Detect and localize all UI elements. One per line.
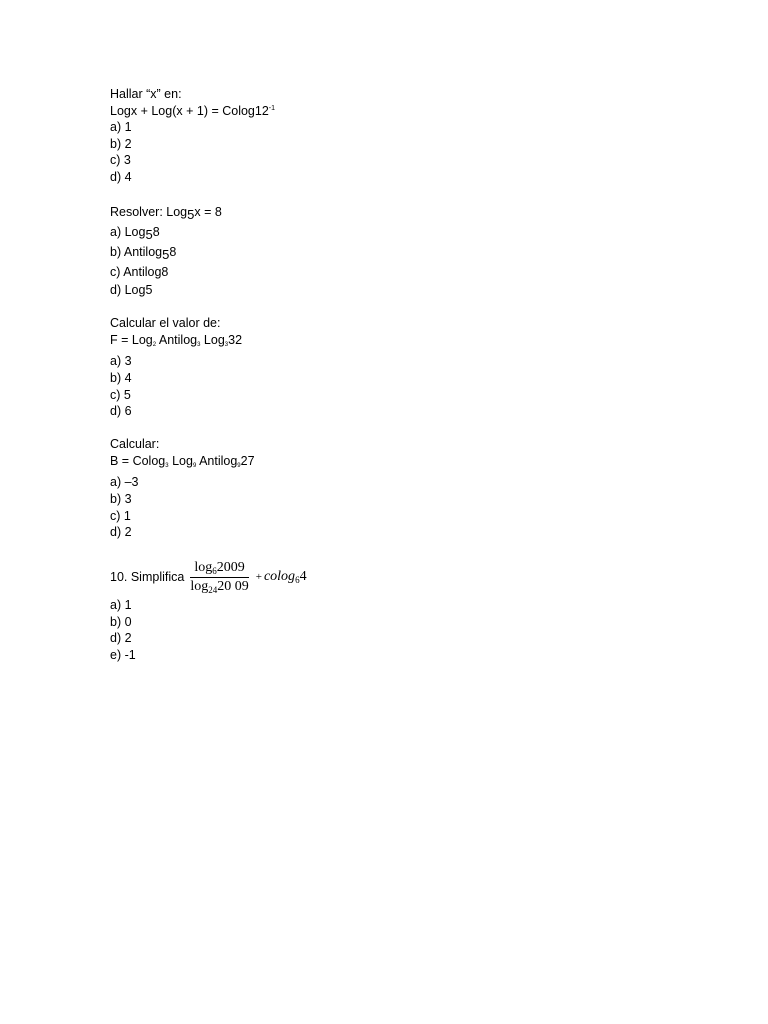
option-b: b) 3: [110, 492, 132, 506]
heading-text: Resolver: Log: [110, 205, 188, 220]
log-base: 5: [187, 207, 195, 223]
fn-name: log: [194, 559, 213, 575]
problem-4: [110, 436, 670, 541]
expr-part: Log: [200, 332, 225, 347]
exponent: -1: [268, 104, 276, 112]
log-base: 5: [145, 227, 153, 243]
option-d: d) 2: [110, 525, 132, 540]
expr-part: F = Log: [110, 332, 153, 347]
option-b: b) 0: [110, 614, 132, 629]
option-rest: 8: [169, 245, 177, 260]
log-base: 3: [224, 341, 229, 348]
log-base: 9: [237, 462, 241, 469]
option-b: [110, 242, 670, 262]
log-base: 2: [152, 341, 157, 348]
colog-term: [264, 569, 307, 585]
problem-5: [110, 557, 670, 663]
problem-4-expression: [110, 453, 670, 475]
option-text: b) Antilog: [110, 245, 163, 260]
fraction-numerator: [190, 560, 248, 578]
problem-1-heading: Hallar “x” en:: [110, 87, 182, 101]
fraction: [186, 560, 252, 595]
expr-part: 32: [228, 332, 243, 347]
option-c: c) 5: [110, 387, 131, 402]
plus-operator: +: [255, 571, 262, 584]
fn-arg: 20 09: [217, 578, 249, 594]
log-base: 3: [197, 341, 201, 348]
option-c: c) Antilog8: [110, 265, 169, 280]
fn-arg: 2009: [216, 559, 245, 575]
option-c: c) 1: [110, 508, 131, 523]
log-base: 6: [212, 565, 217, 576]
fn-arg: 4: [299, 569, 307, 585]
problem-5-heading: [110, 557, 670, 597]
problem-2-heading: [110, 202, 670, 222]
problem-3: [110, 315, 670, 420]
option-d: d) 4: [110, 169, 132, 184]
option-a: a) 1: [110, 598, 132, 613]
log-base: 6: [295, 575, 300, 586]
heading-rest: x = 8: [194, 205, 222, 220]
option-e: e) -1: [110, 648, 136, 663]
fn-name: colog: [263, 569, 296, 585]
option-b: b) 4: [110, 370, 132, 385]
option-a: [110, 222, 670, 242]
option-a: a) –3: [110, 475, 139, 490]
problem-1-equation: [110, 103, 670, 120]
worksheet: [110, 86, 670, 680]
option-d: d) Log5: [110, 283, 153, 298]
expr-part: 27: [240, 453, 255, 468]
expr-part: Antilog: [156, 332, 198, 347]
log-base: 3: [165, 462, 169, 469]
option-b: b) 2: [110, 136, 132, 151]
option-c: c) 3: [110, 153, 131, 168]
problem-3-heading: Calcular el valor de:: [110, 316, 221, 331]
expr-part: Log: [168, 453, 193, 468]
problem-1: [110, 86, 670, 186]
expr-part: Antilog: [196, 453, 238, 468]
fn-name: log: [190, 578, 209, 594]
problem-3-expression: [110, 332, 670, 354]
expr-part: B = Colog: [110, 453, 166, 468]
problem-4-heading: Calcular:: [110, 437, 160, 452]
option-text: a) Log: [110, 225, 146, 240]
option-d: d) 2: [110, 631, 132, 646]
option-rest: 8: [152, 225, 160, 240]
fraction-denominator: [186, 578, 252, 595]
option-d: d) 6: [110, 404, 132, 419]
log-base: 9: [192, 462, 197, 469]
option-a: a) 3: [110, 354, 132, 369]
equation-text: Logx + Log(x + 1) = Colog12: [110, 103, 269, 118]
option-a: a) 1: [110, 120, 132, 135]
log-base: 5: [162, 247, 170, 263]
problem-5-label: 10. Simplifica: [110, 570, 185, 585]
problem-2: [110, 202, 670, 299]
log-base: 24: [208, 584, 218, 595]
